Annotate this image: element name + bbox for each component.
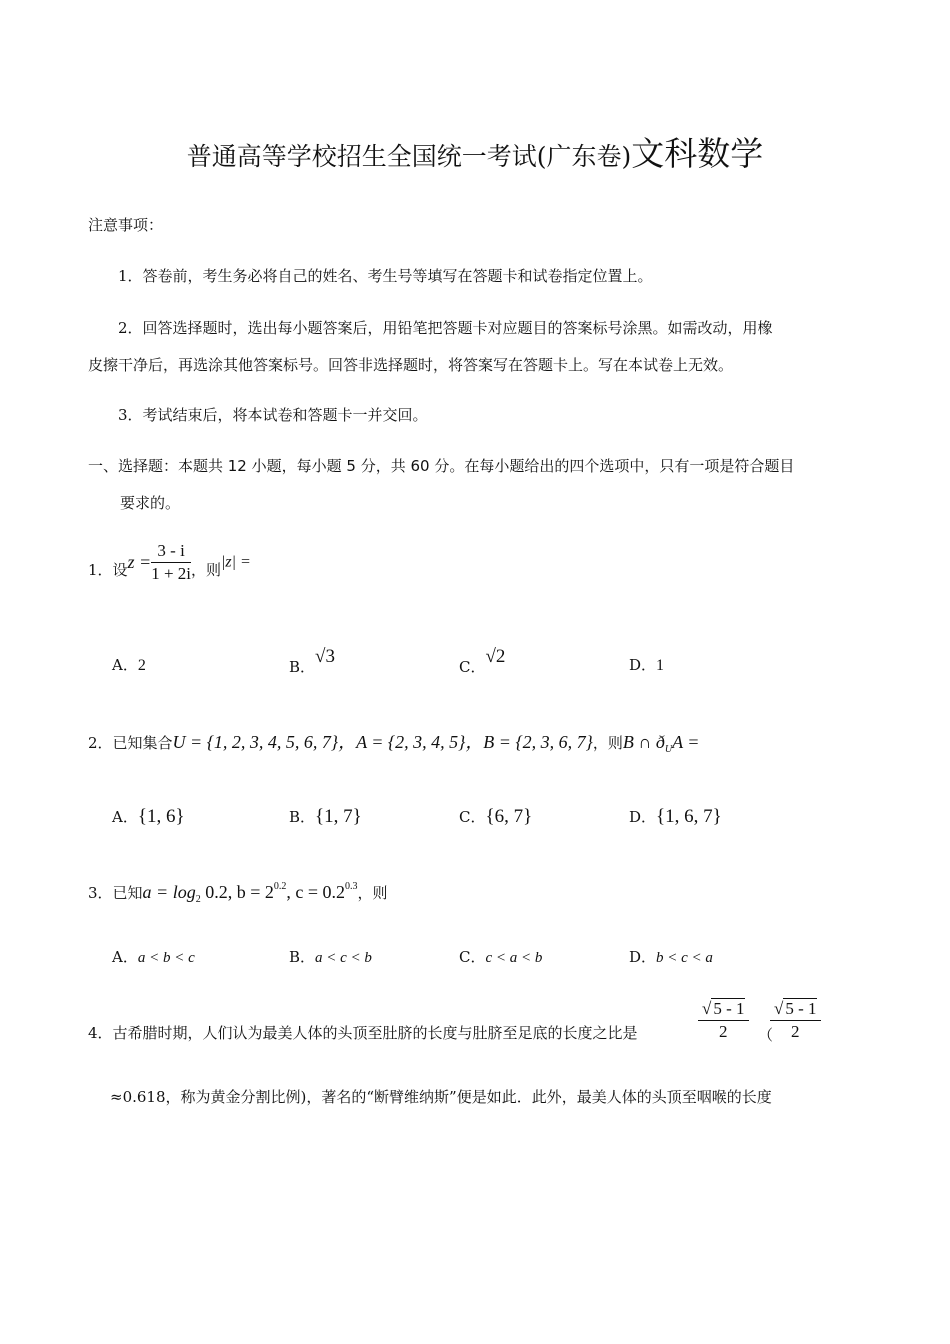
option-label: D．	[629, 656, 657, 674]
q3-a-sub: 2	[195, 894, 201, 905]
option-label: C．	[459, 808, 486, 826]
q3-option-d	[629, 946, 713, 967]
q2-option-d	[629, 792, 722, 828]
q1-option-d	[629, 654, 664, 675]
q1-z: z =	[127, 552, 152, 572]
option-value: 1	[656, 657, 665, 674]
option-value: √3	[315, 646, 335, 667]
notice-item-1: 1．答卷前，考生务必将自己的姓名、考生号等填写在答题卡和试卷指定位置上。	[118, 267, 653, 285]
q1-option-a	[112, 654, 146, 675]
option-label: C．	[459, 948, 486, 966]
q4-numerator-1: √ 5 - 1	[698, 998, 749, 1021]
option-value: 2	[137, 657, 146, 674]
question-1	[88, 540, 251, 585]
option-value: b < c < a	[656, 950, 713, 966]
q2-suffix: ，则	[592, 734, 623, 752]
q3-option-b	[289, 946, 372, 967]
option-label: D．	[629, 948, 657, 966]
title-subject: 文科数学	[631, 134, 764, 173]
q2-expr-sub: U	[664, 744, 673, 755]
option-value: {1, 6, 7}	[656, 806, 722, 827]
option-label: B．	[289, 658, 316, 676]
question-3	[88, 868, 388, 905]
question-4-text: 4．古希腊时期，人们认为最美人体的头顶至肚脐的长度与肚脐至足底的长度之比是	[88, 1024, 638, 1042]
q1-abs: |z| =	[221, 553, 251, 571]
q2-prefix: 2．已知集合	[88, 734, 173, 752]
option-label: D．	[629, 808, 657, 826]
q1-fraction	[151, 540, 191, 585]
q1-mid: ，则	[191, 561, 222, 579]
q2-option-c	[459, 792, 532, 828]
page-title	[0, 128, 950, 175]
option-label: B．	[289, 948, 316, 966]
q2-set-b: ，B = {2, 3, 6, 7}	[465, 732, 593, 752]
option-value: √2	[485, 646, 506, 667]
q4-denominator-1: 2	[719, 1022, 728, 1041]
q2-expr2: A =	[672, 732, 700, 752]
notice-heading: 注意事项：	[88, 216, 164, 234]
option-value: {1, 7}	[315, 806, 362, 827]
q3-suffix: ，则	[357, 884, 388, 902]
q1-option-c	[459, 646, 505, 677]
q3-option-c	[459, 946, 542, 967]
q1-numerator: 3 - i	[151, 540, 191, 563]
question-4-cont: ≈0.618，称为黄金分割比例)，著名的“断臂维纳斯”便是如此．此外，最美人体的头顶至咽喉的长度	[110, 1088, 772, 1106]
title-main: 普通高等学校招生全国统一考试(广东卷)	[186, 142, 632, 171]
q1-prefix: 1．设	[88, 561, 128, 579]
option-value: c < a < b	[485, 950, 543, 966]
q3-prefix: 3．已知	[88, 884, 143, 902]
option-label: B．	[289, 808, 316, 826]
q4-paren: （	[758, 1026, 774, 1044]
q3-option-a	[112, 946, 195, 967]
q1-denominator: 1 + 2i	[151, 564, 192, 583]
q2-option-b	[289, 792, 362, 828]
q2-option-a	[112, 792, 185, 828]
option-label: C．	[459, 658, 486, 676]
q1-option-b	[289, 646, 335, 677]
option-value: a < c < b	[315, 950, 372, 966]
notice-item-2: 2．回答选择题时，选出每小题答案后，用铅笔把答题卡对应题目的答案标号涂黑。如需改动，用橡	[118, 319, 773, 337]
option-value: {6, 7}	[485, 806, 533, 827]
notice-item-3: 3．考试结束后，将本试卷和答题卡一并交回。	[118, 406, 428, 424]
option-value: {1, 6}	[137, 806, 185, 827]
section-heading: 一、选择题：本题共 12 小题，每小题 5 分，共 60 分。在每小题给出的四个选项中，只有一项是符合题目	[88, 457, 795, 475]
q4-denominator-2: 2	[791, 1022, 800, 1041]
q4-numerator-2: √ 5 - 1	[770, 998, 821, 1021]
q2-expr: B ∩ ð	[622, 732, 665, 752]
q3-a: a = log	[142, 882, 196, 902]
q4-fraction-2	[770, 998, 821, 1043]
q2-set-u: U = {1, 2, 3, 4, 5, 6, 7}	[172, 732, 339, 752]
option-label: A．	[112, 656, 138, 674]
q2-set-a: ，A = {2, 3, 4, 5}	[338, 732, 466, 752]
q3-c: , c = 0.2	[286, 882, 345, 902]
q3-a2: 0.2, b = 2	[200, 882, 274, 902]
section-heading-cont: 要求的。	[120, 494, 181, 512]
q4-fraction-1	[698, 998, 749, 1043]
option-label: A．	[112, 948, 138, 966]
q3-b-sup: 0.2	[273, 881, 287, 892]
question-2	[88, 718, 699, 755]
q3-c-sup: 0.3	[345, 881, 358, 892]
option-value: a < b < c	[137, 950, 195, 966]
option-label: A．	[112, 808, 138, 826]
notice-item-2-cont: 皮擦干净后，再选涂其他答案标号。回答非选择题时，将答案写在答题卡上。写在本试卷上无效。	[88, 356, 734, 374]
